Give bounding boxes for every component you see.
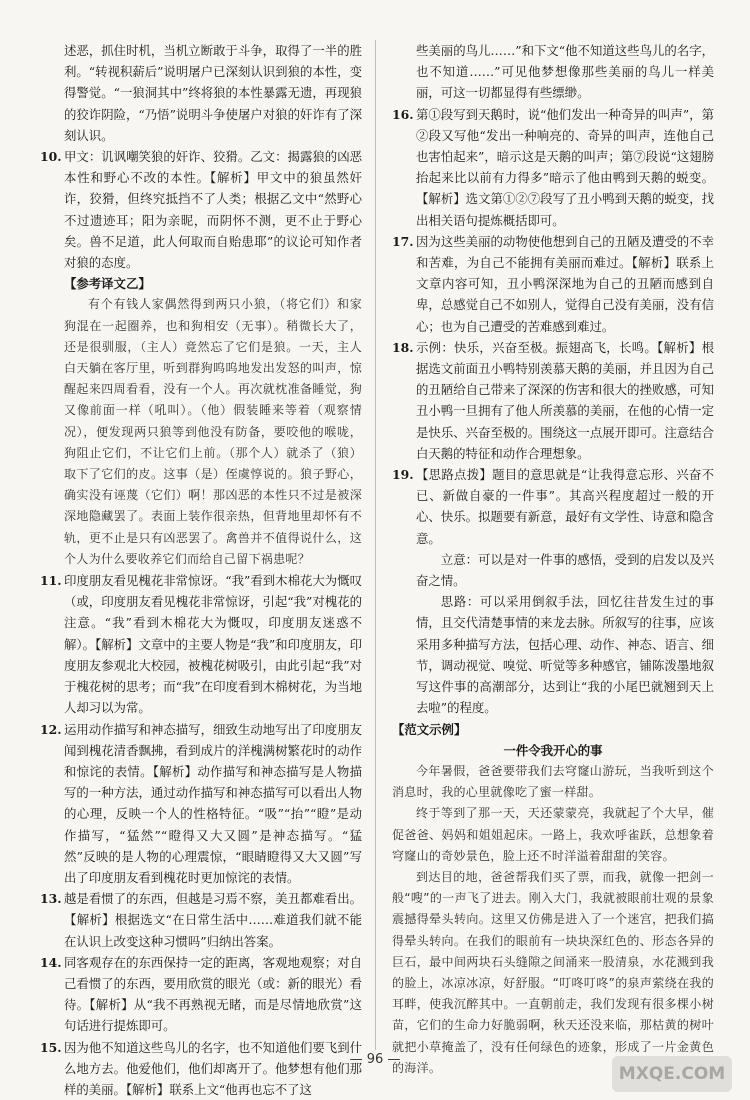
question-16 — [392, 104, 714, 231]
question-15 — [40, 1037, 362, 1100]
answer-text: 同客观存在的东西保持一定的距离，客观地观察；对自己看惯了的东西，要用欣赏的眼光（或：新的眼光）看待。【解析】从“我不再熟视无睹，而是尽情地欣赏”这句话进行提炼即可。 — [64, 954, 362, 1034]
answer-text: 运用动作描写和神态描写，细致生动地写出了印度朋友闻到槐花清香飘拂，看到成片的洋槐满树繁花时的动作和惊诧的表情。【解析】动作描写和神态描写是人物描写的一种方法，通过动作描写和神态描写可以看出人物的心理，反映一个人的性格特征。“吸”“抬”“瞪”是动作描写，“猛然”“瞪得又大又圆”是神态描写。“猛然”反映的是人物的心理震惊，“眼睛瞪得又大又圆”写出了印度朋友看到槐花时更加惊诧的表情。 — [64, 721, 362, 885]
right-column — [392, 40, 714, 1079]
question-17 — [392, 231, 714, 337]
question-number: 14. — [40, 954, 62, 970]
question-19 — [392, 464, 714, 549]
intro-paragraph: 述恶，抓住时机，当机立断敢于斗争，取得了一半的胜利。“转视积薪后”说明屠户已深刻认识到狼的本性，变得警觉。“一狼洞其中”终将狼的本性暴露无遗，再现狼的狡诈阴险，“乃悟”说明斗争使屠户对狼的奸诈有了深刻认识。 — [64, 43, 362, 143]
question-number: 16. — [392, 106, 414, 122]
question-number: 10. — [40, 149, 62, 165]
question-11 — [40, 570, 362, 718]
question-13 — [40, 888, 362, 952]
reference-translation-label: 【参考译文乙】 — [64, 276, 151, 292]
answer-text: 印度朋友看见槐花非常惊讶。“我”看到木棉花大为慨叹（或，印度朋友看见槐花非常惊讶，引起“我”对槐花的注意。“我”看到木棉花大为慨叹，印度朋友迷惑不解）。【解析】文章中的主要人物是“我”和印度朋友，印度朋友参观北大校园，被槐花树吸引，由此引起“我”对于槐花树的思考；而“我”在印度看到木棉树花，为当地人却习以为常。 — [64, 573, 362, 716]
answer-text: 示例：快乐，兴奋至极。振翅高飞，长鸣。【解析】根据选文前面丑小鸭特别羡慕天鹅的美丽，并且因为自己的丑陋给自己带来了深深的伤害和很大的挫败感，可知丑小鸭一旦拥有了他人所羡慕的美丽，在他的心情一定是快乐、兴奋至极的。围绕这一点展开即可。注意结合白天鹅的特征和动作合理想象。 — [416, 339, 714, 461]
question-number: 19. — [392, 467, 414, 483]
idea-paragraph: 立意：可以是对一件事的感悟，受到的启发以及兴奋之情。 — [416, 551, 714, 589]
continued-paragraph: 些美丽的鸟儿……”和下文“他不知道这些鸟儿的名字，也不知道……”可见他梦想像那些美丽的鸟儿一样美丽，可这一切都显得有些缥缈。 — [416, 43, 714, 101]
question-number: 17. — [392, 233, 414, 249]
method-paragraph: 思路：可以采用倒叙手法，回忆往昔发生过的事情，且交代清楚事情的来龙去脉。所叙写的往事，应该采用多种描写方法，包括心理、动作、神态、语言、细节，调动视觉、嗅觉、听觉等多种感官，铺陈泼墨地叙写这件事的高潮部分，达到让“我的小尾巴就翘到天上去啦”的程度。 — [416, 594, 714, 716]
question-12 — [40, 719, 362, 889]
essay-paragraph: 终于等到了那一天，天还蒙蒙亮，我就起了个大早，催促爸爸、妈妈和姐姐起床。一路上，我欢呼雀跃，总想象着穹窿山的奇妙景色，脸上还不时洋溢着甜甜的笑容。 — [392, 806, 714, 863]
reference-translation-text: 有个有钱人家偶然得到两只小狼，（将它们）和家狗混在一起圈养，也和狗相安（无事）。稍微长大了，还是很驯服，（主人）竟然忘了它们是狼。一天，主人白天躺在客厅里，听到群狗呜呜地发出发怒的叫声，惊醒起来四周看看，没有一个人。再次就枕准备睡觉，狗又像前面一样（吼叫）。（他）假装睡来等着（观察情况），便发现两只狼等到他没有防备，要咬他的喉咙，狗阻止它们，不让它们上前。（那个人）就杀了（狼）取下了它们的皮。这事（是）侄虞惇说的。狼子野心，确实没有诬蔑（它们）啊！那凶恶的本性只不过是被深深地隐藏罢了。表面上装作很亲热，但背地里却怀有不轨，更不止是只有凶恶罢了。禽兽并不值得说什么，这个人为什么要收养它们而给自己留下祸患呢？ — [64, 297, 362, 566]
column-divider — [375, 40, 376, 1050]
answer-text: 甲文：讥讽嘲笑狼的奸诈、狡猾。乙文：揭露狼的凶恶本性和野心不改的本性。【解析】甲文中的狼虽然奸诈，狡猾，但终究抵挡不了人类；根据乙文中“然野心不过遗迹耳；阳为亲昵，而阴怀不测，更不止于野心矣。兽不足道，此人何取而自贻患耶”的议论可知作者对狼的态度。 — [64, 149, 362, 271]
question-10 — [40, 146, 362, 273]
sample-essay-label: 【范文示例】 — [392, 721, 467, 737]
essay-title: 一件令我开心的事 — [503, 742, 603, 758]
question-14 — [40, 952, 362, 1037]
answer-text: 因为这些美丽的动物使他想到自己的丑陋及遭受的不幸和苦难，为自己不能拥有美丽而难过。【解析】联系上文章内容可知，丑小鸭深深地为自己的丑陋而感到自卑，总感觉自己不如别人，觉得自己没有美丽，没有信心；也为自己遭受的苦难感到难过。 — [416, 233, 714, 334]
watermark-logo: MXQE.COM — [612, 1056, 732, 1092]
answer-text: 第①段写到天鹅时，说“他们发出一种奇异的叫声”，第②段又写他“发出一种响亮的、奇异的叫声，连他自己也害怕起来”，暗示这是天鹅的叫声；第⑦段说“这翅膀抬起来比以前有力得多”暗示了他由鸭到天鹅的蜕变。【解析】选文第①②⑦段写了丑小鸭到天鹅的蜕变，找出相关语句提炼概括即可。 — [416, 106, 714, 228]
left-column — [40, 40, 362, 1100]
answer-text: 因为他不知道这些鸟儿的名字，也不知道他们要飞到什么地方去。他爱他们，他们却离开了。他梦想有他们那样的美丽。【解析】联系上文“他再也忘不了这 — [64, 1039, 362, 1097]
question-number: 13. — [40, 891, 62, 907]
essay-paragraph: 到达目的地，爸爸帮我们买了票，而我，就像一把剑一般“嗖”的一声飞了进去。刚入大门，我就被眼前壮观的景象震撼得晕头转向。这里又仿佛是进入了一个迷宫，把我们搞得晕头转向。在我们的眼前有一块块深红色的、形态各异的巨石，最中间两块石头缝隙之间涌来一股清泉，水花溅到我的脸上，冰凉冰凉，好舒服。“叮咚叮咚”的泉声萦绕在我的耳畔，使我沉醉其中。一直朝前走，我们发现有很多棵小树苗，它们的生命力好脆弱啊，秋天还没来临，那枯黄的树叶就把小草掩盖了，没有任何绿色的迹象，形成了一片金黄色的海洋。 — [392, 869, 714, 1075]
page-number: — 96 — — [349, 1052, 401, 1067]
answer-text: 【思路点拨】题目的意思就是“让我得意忘形、兴奋不已、新做自豪的一件事”。其高兴程度超过一般的开心、快乐。拟题要有新意，最好有文学性、诗意和隐含意。 — [416, 467, 714, 546]
essay-paragraph: 今年暑假，爸爸要带我们去穹窿山游玩，当我听到这个消息时，我的心里就像吃了蜜一样甜。 — [392, 763, 714, 800]
question-number: 11. — [40, 573, 62, 589]
question-18 — [392, 337, 714, 464]
answer-text: 越是看惯了的东西，但越是习焉不察，美丑都难看出。【解析】根据选文“在日常生活中……难道我们就不能在认识上改变这种习惯吗”归纳出答案。 — [64, 891, 362, 949]
question-number: 15. — [40, 1039, 62, 1055]
question-number: 18. — [392, 339, 414, 355]
question-number: 12. — [40, 721, 62, 737]
